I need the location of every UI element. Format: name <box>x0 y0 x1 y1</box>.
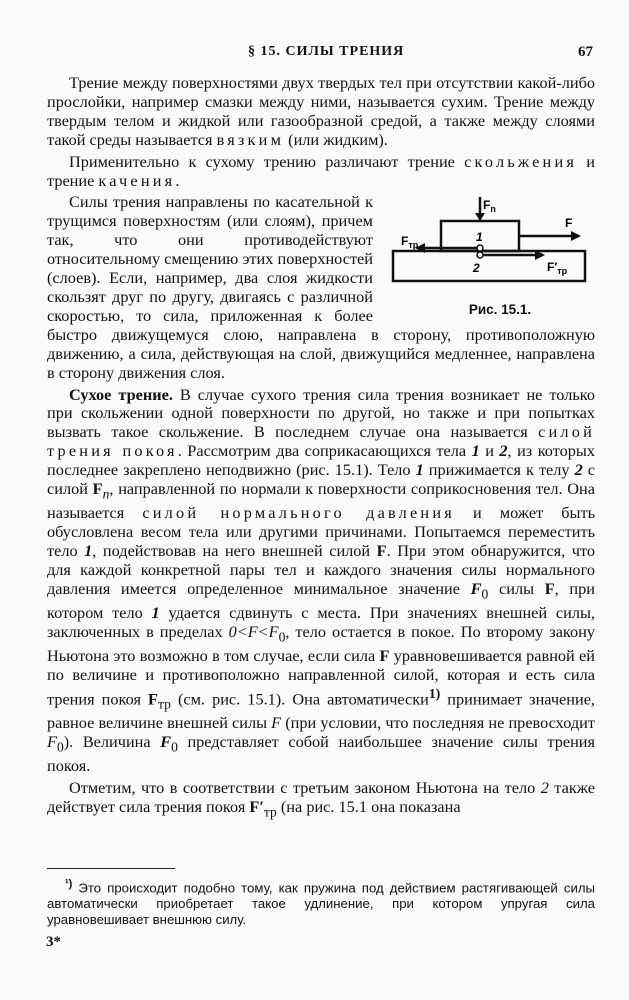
symbol: F <box>160 732 172 752</box>
text-run: и трение <box>47 151 595 190</box>
text-run: . При этом обнаружится, что для каждой конкретной пары тел и каждого значения силы нормального давления имеется определенное минимальное значение <box>47 541 595 598</box>
symbol: F′ <box>249 797 264 817</box>
text-run: , подействовав на него внешней силой <box>92 541 377 560</box>
paragraph-dry-viscous <box>47 74 595 150</box>
label-f: F <box>565 216 573 231</box>
symbol: 2 <box>499 441 508 461</box>
friction-diagram <box>383 195 595 299</box>
symbol: 2 <box>574 460 583 480</box>
symbol-sub: n <box>102 486 110 502</box>
text-run: . <box>175 170 180 190</box>
inequality: 0<F<F <box>228 621 279 641</box>
paragraph-direction <box>47 193 595 382</box>
symbol: 1 <box>151 602 160 622</box>
text-run: (на рис. 15.1 она показана <box>276 797 461 817</box>
text-run: . Рассмотрим два соприкасающихся тела <box>177 441 472 461</box>
text-run: (см. рис. 15.1). Она автоматически <box>170 689 429 709</box>
text-run: , направленной по нормали к поверхности соприкосновения тел. Она называется <box>47 479 595 523</box>
figure-15-1 <box>383 195 595 317</box>
text-run: , из которых последнее закреплено неподвижно (рис. 15.1). Тело <box>47 441 595 480</box>
running-head: § 15. СИЛЫ ТРЕНИЯ <box>248 44 405 59</box>
text-run: удается сдвинуть с места. При значениях внешней силы, заключенных в пределах <box>47 602 595 641</box>
footnote <box>47 876 595 928</box>
text-run: В случае сухого трения сила трения возникает не только при скольжении одной поверхности по другой, но также и при попытках вызвать такое скольжение. В последнем случае она называется <box>47 384 595 442</box>
text-run: также действует сила трения покоя <box>47 778 595 817</box>
symbol: F <box>148 689 158 709</box>
symbol: F <box>470 578 482 598</box>
text-run: Силы трения направлены по касательной к трущимся поверхностям (или слоям), причем так, что они противодействуют относительному смещению этих поверхностей (слоев). Если, например, два слоя жидкости скользят друг по другу, двигаясь с различной скоростью, то сила, приложенная к более быстро движущемуся слою, направлена в сторону, противоположную движению, а сила, действующая на слой, движущийся медленнее, направлена в сторону движения слоя. <box>47 192 595 382</box>
paragraph-third-law <box>47 779 595 822</box>
term-static-friction: силой трения покоя <box>47 422 595 461</box>
text-run: и <box>479 441 500 461</box>
label-body-2: 2 <box>473 261 480 276</box>
text-run: (при условии, что последняя не превосходит <box>281 713 595 733</box>
main-text <box>47 74 595 822</box>
text-run: представляет собой наибольшее значение силы трения покоя. <box>47 732 595 776</box>
symbol: 1 <box>471 441 480 461</box>
term-rolling: качения <box>98 170 176 190</box>
text-run: , при котором тело <box>47 578 595 622</box>
page-header <box>0 44 629 64</box>
text-run: прижимается к телу <box>423 460 575 480</box>
symbol: 1 <box>84 541 93 560</box>
text-run: Трение между поверхностями двух твердых тел при отсутствии какой-либо прослойки, например смазки между ними, называется сухим. Трение между твердым телом и жидкой или газообразной средой, а также между слоями такой среды называется <box>47 73 595 149</box>
symbol-sub: тр <box>157 696 171 712</box>
symbol: F <box>271 713 282 733</box>
text-run: и может быть обусловлена весом тела или другими причинами. Попытаемся переместить тело <box>47 503 595 560</box>
contact-point-2 <box>477 252 483 258</box>
label-fn: $F_n$ <box>483 198 496 215</box>
term-viscous: вязким <box>216 129 285 149</box>
symbol: F <box>376 541 387 560</box>
footnote-text: Это происходит подобно тому, как пружина под действием растягивающей силы автоматически приобретает такое удлинение, при котором упругая сила уравновешивает внешнюю силу. <box>47 880 595 928</box>
text-run: , тело остается в покое. По второму закону Ньютона это возможно в том случае, если сила <box>47 621 595 666</box>
footnote-ref: 1) <box>428 685 441 701</box>
label-body-1: 1 <box>476 230 483 245</box>
text-run: (или жидким). <box>284 129 388 149</box>
text-run: принимает значение, равное величине внешней силы <box>47 689 595 733</box>
label-ftr-prime: $F'_{тр}$ <box>547 260 568 277</box>
text-run: силы <box>488 578 545 598</box>
footnote-divider <box>47 868 175 869</box>
label-ftr: $F_{тр}$ <box>401 234 419 251</box>
text-run: уравновешивается равной ей по величине и противоположно направленной силой, которая и есть сила трения покоя <box>47 646 595 709</box>
symbol-sub: тр <box>263 804 277 820</box>
text-run: с силой <box>47 460 595 499</box>
symbol-sub: 0 <box>56 739 64 755</box>
symbol: F <box>379 646 390 666</box>
signature-mark: 3* <box>46 934 61 950</box>
footnote-mark: ¹) <box>65 878 73 890</box>
symbol: 1 <box>415 460 424 480</box>
term-normal-pressure: силой нормального давления <box>142 503 455 523</box>
paragraph-dry-friction <box>47 386 595 777</box>
text-run: Отметим, что в соответствии с третьим законом Ньютона на тело <box>69 778 541 798</box>
text-run: ). Величина <box>63 732 161 752</box>
symbol-sub: 0 <box>171 739 178 755</box>
page-number: 67 <box>578 44 593 60</box>
symbol-sub: 0 <box>278 629 286 645</box>
paragraph-sliding-rolling <box>47 153 595 191</box>
symbol: F <box>92 479 103 499</box>
arrow-f-head <box>571 231 581 241</box>
symbol: 2 <box>540 778 549 798</box>
symbol: F <box>47 732 57 752</box>
figure-caption: Рис. 15.1. <box>468 302 532 318</box>
term-sliding: скольжения <box>464 151 578 171</box>
text-run: Применительно к сухому трению различают трение <box>69 151 465 171</box>
run-in-heading: Сухое трение. <box>69 384 173 404</box>
contact-point-1 <box>477 245 483 251</box>
symbol: F <box>544 578 555 598</box>
symbol-sub: 0 <box>481 586 489 602</box>
